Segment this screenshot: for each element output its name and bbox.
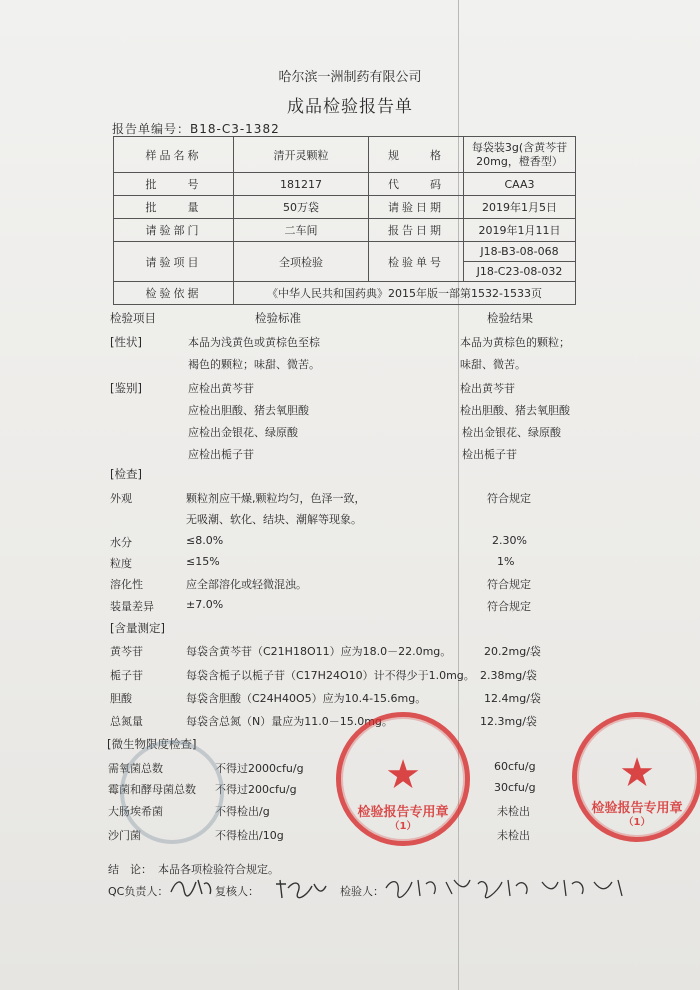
inspection-stamp-1 — [336, 712, 470, 846]
xj-std: 不得过2000cfu/g — [215, 762, 304, 775]
product-value: 清开灵颗粒 — [234, 137, 369, 173]
code-label: 代 码 — [369, 173, 464, 196]
xj-res: 60cfu/g — [494, 760, 536, 773]
zl-item: 装量差异 — [110, 600, 154, 613]
hq-std: 每袋含黄芩苷（C21H18O11）应为18.0－22.0mg。 — [186, 645, 452, 658]
xz-res-1: 本品为黄棕色的颗粒； — [460, 336, 570, 349]
test-no-value — [464, 242, 576, 282]
section-hanliang: [含量测定] — [110, 621, 165, 635]
spec-line-1: 每袋装3g(含黄芩苷 — [471, 140, 568, 154]
basis-value: 《中华人民共和国药典》2015年版一部第1532-1533页 — [234, 282, 576, 305]
jb2-std: 应检出胆酸、猪去氧胆酸 — [188, 404, 309, 417]
zz-res: 2.38mg/袋 — [480, 669, 537, 682]
code-value: CAA3 — [464, 173, 576, 196]
inspection-stamp-2 — [572, 712, 700, 842]
jb1-res: 检出黄芩苷 — [460, 382, 515, 395]
mj-std: 不得过200cfu/g — [215, 783, 297, 796]
zd-std: 每袋含总氮（N）量应为11.0－15.0mg。 — [186, 715, 393, 728]
rep-date-value: 2019年1月11日 — [464, 219, 576, 242]
section-jiancha: [检查] — [110, 467, 142, 481]
test-no-label: 检验单号 — [369, 242, 464, 282]
hq-res: 20.2mg/袋 — [484, 645, 541, 658]
col-item: 检验项目 — [110, 311, 156, 325]
col-standard: 检验标准 — [255, 311, 301, 325]
dept-label: 请验部门 — [114, 219, 234, 242]
jb3-res: 检出金银花、绿原酸 — [462, 426, 561, 439]
conclusion-text: 本品各项检验符合规定。 — [158, 863, 279, 876]
stamp-1-num: （1） — [389, 821, 417, 832]
xz-std-1: 本品为浅黄色或黄棕色至棕 — [188, 336, 320, 349]
wg-item: 外观 — [110, 492, 132, 505]
sm-res: 未检出 — [497, 829, 530, 842]
req-date-label: 请验日期 — [369, 196, 464, 219]
rep-date-label: 报告日期 — [369, 219, 464, 242]
qc-label: QC负责人： — [108, 885, 169, 898]
items-label: 请验项目 — [114, 242, 234, 282]
ds-res: 12.4mg/袋 — [484, 692, 541, 705]
inspector-signatures — [382, 874, 632, 902]
col-result: 检验结果 — [487, 311, 533, 325]
company-name: 哈尔滨一洲制药有限公司 — [278, 70, 422, 85]
jb2-res: 检出胆酸、猪去氧胆酸 — [460, 404, 570, 417]
qty-value: 50万袋 — [234, 196, 369, 219]
zl-res: 符合规定 — [487, 600, 531, 613]
ds-item: 胆酸 — [110, 692, 132, 705]
basis-label: 检验依据 — [114, 282, 234, 305]
sm-item: 沙门菌 — [108, 829, 141, 842]
zz-item: 栀子苷 — [110, 669, 143, 682]
sf-item: 水分 — [110, 536, 132, 549]
batch-value: 181217 — [234, 173, 369, 196]
report-number: 报告单编号：B18-C3-1382 — [112, 122, 280, 136]
ld-std: ≤15% — [186, 555, 220, 568]
rh-res: 符合规定 — [487, 578, 531, 591]
qc-faint-stamp — [120, 740, 224, 844]
stamp-2-num: （1） — [623, 817, 651, 828]
section-weisheng: [微生物限度检查] — [107, 737, 197, 751]
spec-value — [464, 137, 576, 173]
wg-res: 符合规定 — [487, 492, 531, 505]
stamp-star-icon-2: ★ — [619, 750, 655, 796]
zz-std: 每袋含栀子以栀子苷（C17H24O10）计不得少于1.0mg。 — [186, 669, 475, 682]
rh-std: 应全部溶化或轻微混浊。 — [186, 578, 307, 591]
dc-res: 未检出 — [497, 805, 530, 818]
jb3-std: 应检出金银花、绿原酸 — [188, 426, 298, 439]
test-no-2: J18-C23-08-032 — [476, 265, 563, 278]
report-title: 成品检验报告单 — [287, 97, 413, 117]
xj-item: 需氧菌总数 — [108, 762, 163, 775]
rh-item: 溶化性 — [110, 578, 143, 591]
info-table — [113, 136, 576, 305]
product-label: 样品名称 — [114, 137, 234, 173]
zd-res: 12.3mg/袋 — [480, 715, 537, 728]
items-value: 全项检验 — [234, 242, 369, 282]
conclusion-label: 结 论： — [108, 863, 152, 876]
section-jianbie: [鉴别] — [110, 381, 142, 395]
zd-item: 总氮量 — [110, 715, 143, 728]
stamp-2-text: 检验报告专用章 — [591, 801, 683, 816]
ld-item: 粒度 — [110, 557, 132, 570]
dc-item: 大肠埃希菌 — [108, 805, 163, 818]
wg-std-2: 无吸潮、软化、结块、潮解等现象。 — [186, 513, 362, 526]
stamp-1-text: 检验报告专用章 — [357, 805, 449, 820]
qc-signature — [168, 874, 214, 900]
wg-std-1: 颗粒剂应干燥,颗粒均匀，色泽一致， — [186, 492, 366, 505]
zl-std: ±7.0% — [186, 598, 224, 611]
section-xingzhuang: [性状] — [110, 335, 142, 349]
sf-std: ≤8.0% — [186, 534, 224, 547]
mj-item: 霉菌和酵母菌总数 — [108, 783, 196, 796]
mj-res: 30cfu/g — [494, 781, 536, 794]
test-no-1: J18-B3-08-068 — [464, 242, 575, 262]
sf-res: 2.30% — [492, 534, 527, 547]
ds-std: 每袋含胆酸（C24H40O5）应为10.4-15.6mg。 — [186, 692, 427, 705]
dc-std: 不得检出/g — [215, 805, 270, 818]
sm-std: 不得检出/10g — [215, 829, 284, 842]
inspector-label: 检验人： — [340, 885, 384, 898]
qty-label: 批 量 — [114, 196, 234, 219]
reviewer-signature — [272, 876, 328, 904]
spec-line-2: 20mg，橙香型） — [476, 154, 563, 168]
jb4-std: 应检出栀子苷 — [188, 448, 254, 461]
req-date-value: 2019年1月5日 — [464, 196, 576, 219]
jb4-res: 检出栀子苷 — [462, 448, 517, 461]
xz-std-2: 褐色的颗粒；味甜、微苦。 — [188, 358, 320, 371]
spec-label: 规 格 — [369, 137, 464, 173]
stamp-star-icon-1: ★ — [385, 752, 421, 798]
xz-res-2: 味甜、微苦。 — [460, 358, 526, 371]
jb1-std: 应检出黄芩苷 — [188, 382, 254, 395]
batch-label: 批 号 — [114, 173, 234, 196]
dept-value: 二车间 — [234, 219, 369, 242]
ld-res: 1% — [497, 555, 515, 568]
hq-item: 黄芩苷 — [110, 645, 143, 658]
reviewer-label: 复核人： — [215, 885, 259, 898]
